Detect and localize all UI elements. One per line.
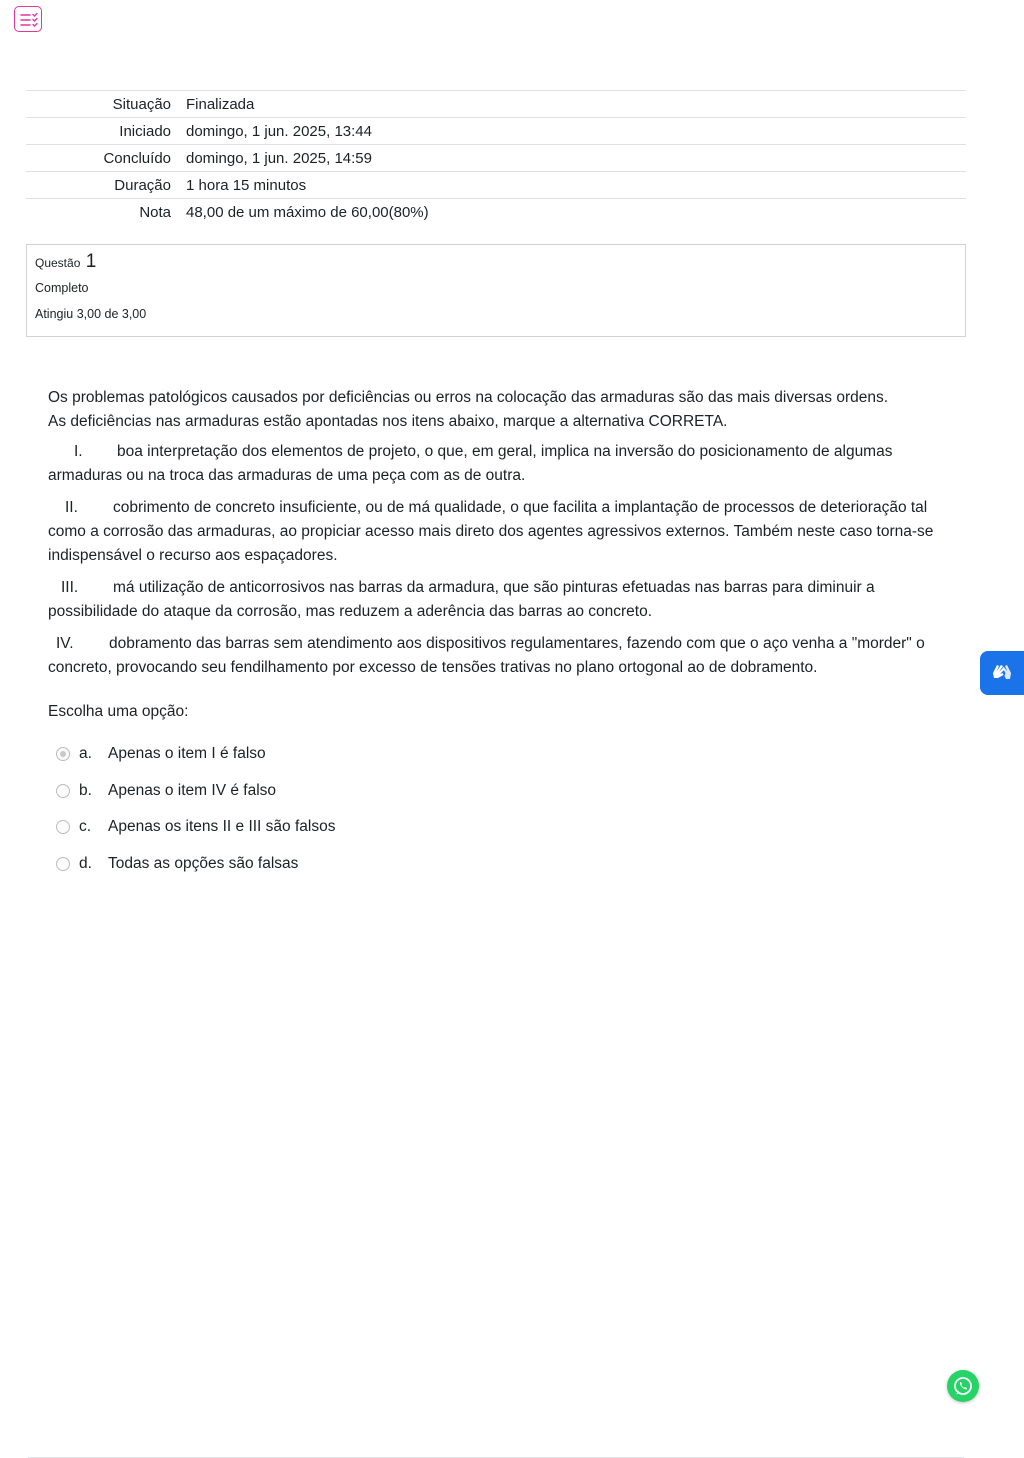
answer-text: Apenas o item IV é falso	[108, 781, 277, 799]
statement-number: III.	[61, 579, 79, 596]
summary-row-state	[26, 91, 966, 118]
question-intro	[48, 386, 948, 434]
summary-value: 48,00 de um máximo de 60,00(80%)	[186, 203, 429, 221]
summary-row-completed	[26, 145, 966, 172]
summary-label: Situação	[112, 95, 171, 113]
answer-option-d[interactable]	[56, 846, 948, 883]
summary-label: Concluído	[103, 149, 171, 167]
whatsapp-icon	[952, 1375, 974, 1397]
question-grade: Atingiu 3,00 de 3,00	[35, 307, 147, 321]
statement-text: má utilização de anticorrosivos nas barras da armadura, que são pinturas efetuadas nas barras para diminuir a possibilidade do ataque da corrosão, mas reduzem a aderência das barras ao concreto.	[48, 579, 875, 620]
statement-item	[48, 440, 948, 488]
summary-row-duration	[26, 172, 966, 199]
question-label: Questão	[35, 256, 81, 270]
answer-option-c[interactable]	[56, 809, 948, 846]
answer-text: Apenas o item I é falso	[108, 745, 266, 763]
statement-item	[48, 632, 948, 680]
radio-button-selected[interactable]	[56, 747, 70, 761]
statement-number: I.	[74, 443, 83, 460]
answer-option-a[interactable]	[56, 736, 948, 773]
question-number-value: 1	[85, 251, 97, 272]
radio-button[interactable]	[56, 857, 70, 871]
answer-option-b[interactable]	[56, 773, 948, 810]
statement-number: II.	[65, 499, 78, 516]
statement-item	[48, 496, 948, 568]
answer-text: Todas as opções são falsas	[108, 854, 299, 872]
statement-item	[48, 576, 948, 624]
question-intro-line: As deficiências nas armaduras estão apontadas nos itens abaixo, marque a alternativa CORRETA.	[48, 413, 728, 430]
answer-options	[56, 736, 948, 882]
answer-letter: c.	[79, 818, 92, 836]
radio-button[interactable]	[56, 784, 70, 798]
answer-text: Apenas os itens II e III são falsos	[108, 818, 336, 836]
accessibility-libras-button[interactable]	[980, 651, 1024, 695]
summary-value: 1 hora 15 minutos	[186, 176, 307, 194]
summary-label: Nota	[139, 203, 171, 221]
answer-letter: a.	[79, 745, 92, 763]
summary-row-grade	[26, 199, 966, 226]
question-info-box	[26, 244, 966, 337]
whatsapp-button[interactable]	[947, 1370, 979, 1402]
question-content	[48, 386, 948, 882]
statement-text: cobrimento de concreto insuficiente, ou de má qualidade, o que facilita a implantação de processos de deterioração tal como a corrosão das armaduras, ao propiciar acesso mais direto dos agentes agressivos externos. Também neste caso torna-se indispensável o recurso aos espaçadores.	[48, 499, 934, 564]
summary-value: domingo, 1 jun. 2025, 13:44	[186, 122, 372, 140]
attempt-summary-table	[26, 90, 966, 226]
question-intro-line: Os problemas patológicos causados por deficiências ou erros na colocação das armaduras são das mais diversas ordens.	[48, 389, 889, 406]
quiz-navigation-icon	[19, 11, 39, 29]
summary-value: Finalizada	[186, 95, 255, 113]
summary-value: domingo, 1 jun. 2025, 14:59	[186, 149, 372, 167]
answer-letter: b.	[79, 781, 92, 799]
question-number	[35, 251, 957, 275]
answer-letter: d.	[79, 854, 92, 872]
question-state: Completo	[35, 281, 89, 295]
radio-button[interactable]	[56, 820, 70, 834]
summary-label: Duração	[114, 176, 171, 194]
statement-text: dobramento das barras sem atendimento aos dispositivos regulamentares, fazendo com que o aço venha a "morder" o concreto, provocando seu fendilhamento por excesso de tensões trativas no plano ortogonal ao de dobramento.	[48, 635, 925, 676]
summary-row-started	[26, 118, 966, 145]
answer-prompt: Escolha uma opção:	[48, 703, 189, 720]
quiz-navigation-button[interactable]	[14, 6, 42, 32]
statement-number: IV.	[56, 635, 74, 652]
statement-text: boa interpretação dos elementos de projeto, o que, em geral, implica na inversão do posicionamento de algumas armaduras ou na troca das armaduras de uma peça com as de outra.	[48, 443, 893, 484]
summary-label: Iniciado	[119, 122, 171, 140]
sign-language-icon	[988, 659, 1016, 687]
